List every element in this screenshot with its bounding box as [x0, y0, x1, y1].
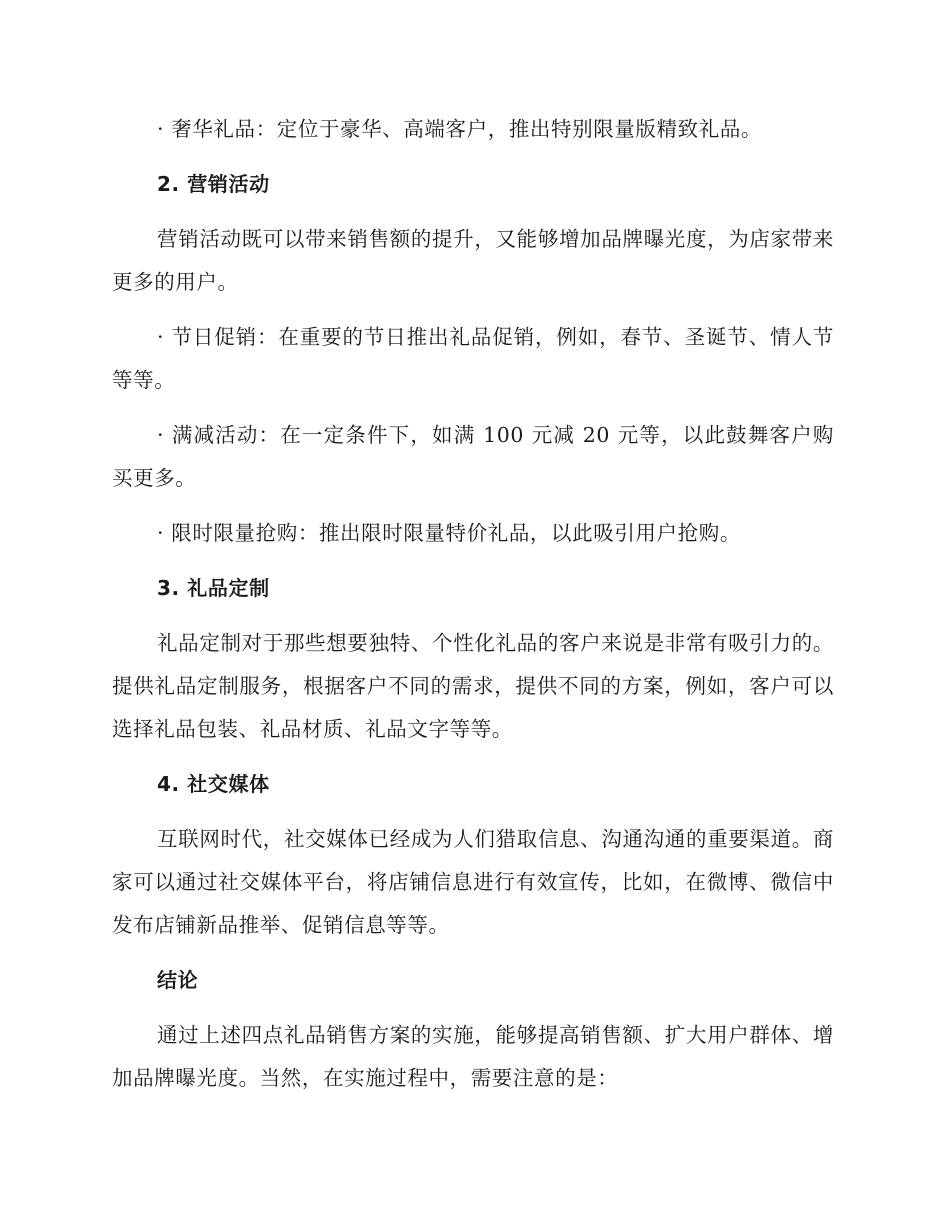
paragraph-discount-activity: · 满减活动：在一定条件下，如满 100 元减 20 元等，以此鼓舞客户购买更多。: [112, 423, 834, 490]
paragraph-social-media: 互联网时代，社交媒体已经成为人们猎取信息、沟通沟通的重要渠道。商家可以通过社交媒体平台，将店铺信息进行有效宣传，比如，在微博、微信中发布店铺新品推举、促销信息等等。: [112, 827, 834, 937]
paragraph-conclusion: 通过上述四点礼品销售方案的实施，能够提高销售额、扩大用户群体、增加品牌曝光度。当然，在实施过程中，需要注意的是：: [112, 1023, 834, 1090]
document-body: [112, 108, 834, 1100]
paragraph-luxury-gifts: · 奢华礼品：定位于豪华、高端客户，推出特别限量版精致礼品。: [157, 117, 763, 141]
heading-conclusion: 结论: [157, 968, 199, 992]
paragraph-flash-sale: · 限时限量抢购：推出限时限量特价礼品，以此吸引用户抢购。: [157, 521, 741, 545]
heading-social-media: 4. 社交媒体: [157, 772, 270, 796]
paragraph-gift-customization: 礼品定制对于那些想要独特、个性化礼品的客户来说是非常有吸引力的。提供礼品定制服务，根据客户不同的需求，提供不同的方案，例如，客户可以选择礼品包装、礼品材质、礼品文字等等。: [112, 631, 834, 741]
heading-marketing-activities: 2. 营销活动: [157, 172, 270, 196]
heading-gift-customization: 3. 礼品定制: [157, 576, 270, 600]
paragraph-marketing-intro: 营销活动既可以带来销售额的提升，又能够增加品牌曝光度，为店家带来更多的用户。: [112, 227, 834, 294]
paragraph-holiday-promotion: · 节日促销：在重要的节日推出礼品促销，例如，春节、圣诞节、情人节等等。: [112, 325, 834, 392]
